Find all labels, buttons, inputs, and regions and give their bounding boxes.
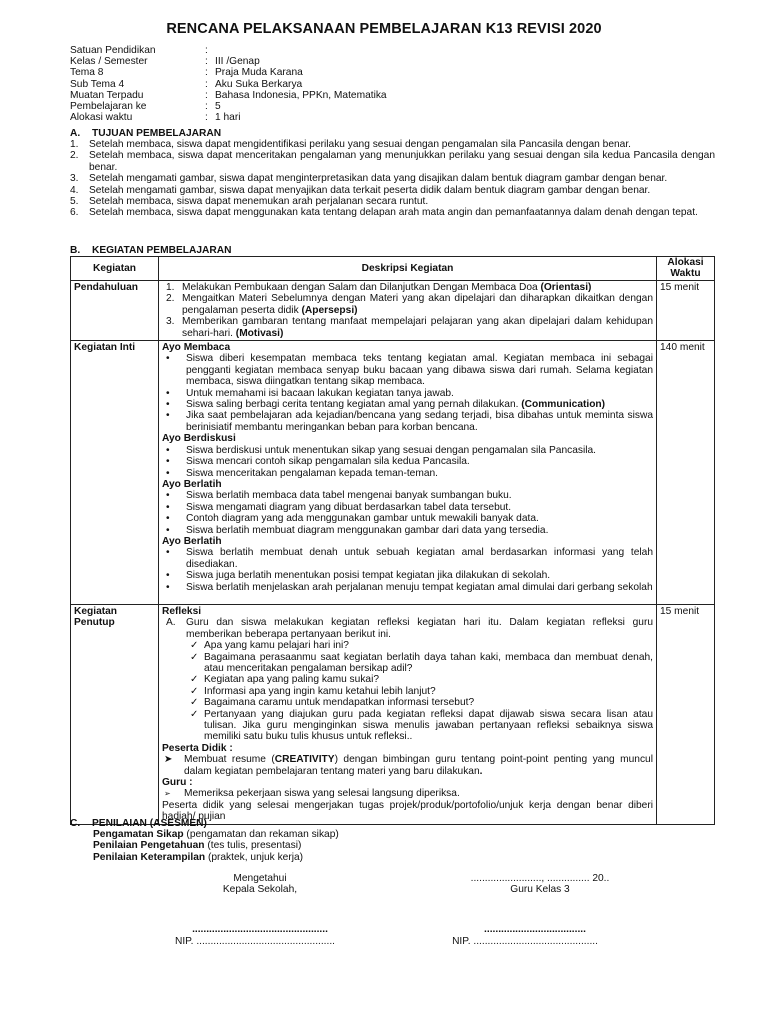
section-c-title: C. PENILAIAN (ASESMEN) [70,818,207,829]
list-item: 3. Memberikan gambaran tentang manfaat mempelajari pelajaran yang akan dipelajari dalam kehidupan sehari-hari. (Motivasi) [166,316,653,339]
alokasi-penutup: 15 menit [657,604,715,824]
identity-row: Sub Tema 4 : Aku Suka Berkarya [70,78,303,90]
tujuan-list [70,139,715,219]
identity-row: Muatan Terpadu : Bahasa Indonesia, PPKn, Matematika [70,89,387,101]
section-b-title: B. KEGIATAN PEMBELAJARAN [70,245,232,256]
list-item: 1. Melakukan Pembukaan dengan Salam dan Dilanjutkan Dengan Membaca Doa (Orientasi) [166,282,592,293]
list-item: 3. Setelah mengamati gambar, siswa dapat menginterpretasikan data yang disajikan dalam bentuk diagram gambar dengan benar. [70,173,668,185]
list-item: ➤ Membuat resume (CREATIVITY) dengan bimbingan guru tentang point-point penting yang muncul dalam kegiatan pembelajaran tentang materi yang baru dilakukan. [164,754,653,777]
list-item: • Siswa mencari contoh sikap pengamalan sila kedua Pancasila. [166,456,470,468]
check-icon: ✓ [190,640,199,652]
subheading: Refleksi [162,605,202,617]
subheading: Ayo Berdiskusi [162,433,236,445]
list-item: • Siswa berdiskusi untuk menentukan sikap yang sesuai dengan pengamalan sila Pancasila. [166,444,597,456]
identity-row: Kelas / Semester : III /Genap [70,56,260,68]
list-item: • Siswa juga berlatih menentukan posisi tempat kegiatan jika dilakukan di sekolah. [166,570,551,582]
list-item: 1. Setelah membaca, siswa dapat mengidentifikasi perilaku yang sesuai dengan pengamalan sila Pancasila dengan benar. [70,139,631,150]
identity-row: Tema 8 : Praja Muda Karana [70,67,303,79]
list-item: ✓ Bagaimana caramu untuk mendapatkan informasi tersebut? [190,697,475,709]
signature-left-nip: NIP. ................................................. [174,936,336,947]
list-item: 2. Mengaitkan Materi Sebelumnya dengan Materi yang akan dipelajari dan diharapkan dikaitkan dengan pengalaman peserta didik (Apersepsi) [166,293,653,316]
list-item: • Siswa mengamati diagram yang dibuat berdasarkan tabel data tersebut. [166,501,512,513]
alokasi-pendahuluan: 15 menit [657,281,715,341]
table-row-pendahuluan [71,281,715,341]
list-item: • Siswa diberi kesempatan membaca teks tentang kegiatan amal. Kegiatan membaca ini sebagai pengganti kegiatan membaca senyap buku bacaan yang dibawa siswa dari rumah. Selama kegiatan membaca, siswa diingatkan tentang sikap membaca. [166,353,653,388]
list-item: Pengamatan Sikap (pengamatan dan rekaman sikap) [93,829,339,840]
kegiatan-table [70,256,715,825]
list-item: 6. Setelah membaca, siswa dapat menggunakan kata tentang delapan arah mata angin dan pemanfaatannya dalam denah dengan tepat. [70,207,698,219]
table-header-row [71,257,715,281]
subheading: Guru : [162,777,193,789]
identity-row: Pembelajaran ke : 5 [70,100,221,112]
deskripsi-penutup [159,604,657,824]
identity-row: Alokasi waktu : 1 hari [70,112,241,124]
header-deskripsi: Deskripsi Kegiatan [159,257,657,281]
list-item: • Siswa berlatih membuat diagram menggunakan gambar dari data yang tersedia. [166,524,549,536]
list-item: • Contoh diagram yang ada menggunakan gambar untuk mewakili banyak data. [166,513,539,525]
signature-right-name: .................................... [484,924,586,935]
check-icon: ✓ [190,697,199,709]
list-item: ✓ Informasi apa yang ingin kamu ketahui lebih lanjut? [190,685,436,697]
list-item: • Jika saat pembelajaran ada kejadian/bencana yang sedang terjadi, bisa dibahas untuk meminta siswa berinisiatif membantu meringankan beban para korban bencana. [166,410,653,433]
identity-row: Satuan Pendidikan : [70,45,208,56]
list-item: 5. Setelah membaca, siswa dapat menemukan arah perjalanan secara runtut. [70,196,429,208]
check-icon: ✓ [190,651,199,663]
arrow-right-icon: ➤ [164,754,173,766]
closing-text: Peserta didik yang selesai mengerjakan tugas projek/produk/portofolio/unjuk kerja dengan benar diberi hadiah/ pujian [162,799,653,823]
arrow-right-icon: ➢ [164,789,171,799]
label-pendahuluan: Pendahuluan [71,281,159,341]
signature-left-name: ................................................ [192,924,328,935]
list-item: • Siswa saling berbagi cerita tentang kegiatan amal yang pernah dilakukan. (Communication) [166,399,606,411]
signature-left: Mengetahui Kepala Sekolah, [222,873,298,896]
list-item: Penilaian Keterampilan (praktek, unjuk kerja) [93,851,304,863]
deskripsi-pendahuluan [159,281,657,341]
subheading: Ayo Membaca [162,342,231,354]
subheading: Ayo Berlatih [162,478,222,490]
list-item: • Untuk memahami isi bacaan lakukan kegiatan tanya jawab. [166,387,454,399]
check-icon: ✓ [190,674,199,686]
label-inti: Kegiatan Inti [71,341,159,605]
alokasi-inti: 140 menit [657,341,715,605]
subheading: Peserta Didik : [162,742,233,754]
signature-right: ........................., ............... 20.. Guru Kelas 3 [470,873,610,896]
check-icon: ✓ [190,708,199,720]
list-item: • Siswa menceritakan pengalaman kepada teman-teman. [166,467,439,479]
signature-right-nip: NIP. ............................................ [452,936,598,947]
list-item: ✓ Apa yang kamu pelajari hari ini? [190,640,349,652]
list-item: ✓ Bagaimana perasaanmu saat kegiatan berlatih daya tahan kaki, membaca dan membuat denah, atau menceritakan pengalaman bersikap adil? [190,651,653,674]
header-kegiatan: Kegiatan [71,257,159,281]
list-item: 2. Setelah membaca, siswa dapat menceritakan pengalaman yang menunjukkan perilaku yang sesuai dengan sila kedua Pancasila dengan benar. [70,150,715,173]
identity-block [70,45,387,123]
list-item: ✓ Pertanyaan yang diajukan guru pada kegiatan refleksi dapat dijawab siswa secara lisan atau tulisan. Jika guru menginginkan siswa menulis jawaban pertanyaan refleksi sebaiknya siswa memiliki satu buku tulis khusus untuk refleksi.. [190,708,653,743]
penilaian-list [93,829,339,863]
section-a-title: A. TUJUAN PEMBELAJARAN [70,128,222,139]
list-item: ✓ Kegiatan apa yang paling kamu sukai? [190,674,380,686]
table-row-penutup [71,604,715,824]
table-row-inti [71,341,715,605]
list-item: A. Guru dan siswa melakukan kegiatan refleksi kegiatan hari itu. Dalam kegiatan refleksi guru memberikan beberapa pertanyaan berikut ini. [166,617,653,640]
header-alokasi: Alokasi Waktu [657,257,715,281]
list-item: • Siswa berlatih membaca data tabel mengenai banyak sumbangan buku. [166,490,512,502]
document-title: RENCANA PELAKSANAAN PEMBELAJARAN K13 REVISI 2020 [166,21,602,37]
label-penutup: Kegiatan Penutup [71,604,159,824]
list-item: • Siswa berlatih membuat denah untuk sebuah kegiatan amal berdasarkan informasi yang telah disediakan. [166,547,653,570]
list-item: Penilaian Pengetahuan (tes tulis, presentasi) [93,840,302,852]
list-item: ➢ Memeriksa pekerjaan siswa yang selesai langsung diperiksa. [164,788,460,800]
check-icon: ✓ [190,685,199,697]
subheading: Ayo Berlatih [162,535,222,547]
list-item: • Siswa berlatih menjelaskan arah perjalanan menuju tempat kegiatan amal dimulai dari gerbang sekolah [166,581,653,593]
deskripsi-inti [159,341,657,605]
list-item: 4. Setelah mengamati gambar, siswa dapat menyajikan data terkait peserta didik dalam bentuk diagram gambar dengan benar. [70,184,651,196]
